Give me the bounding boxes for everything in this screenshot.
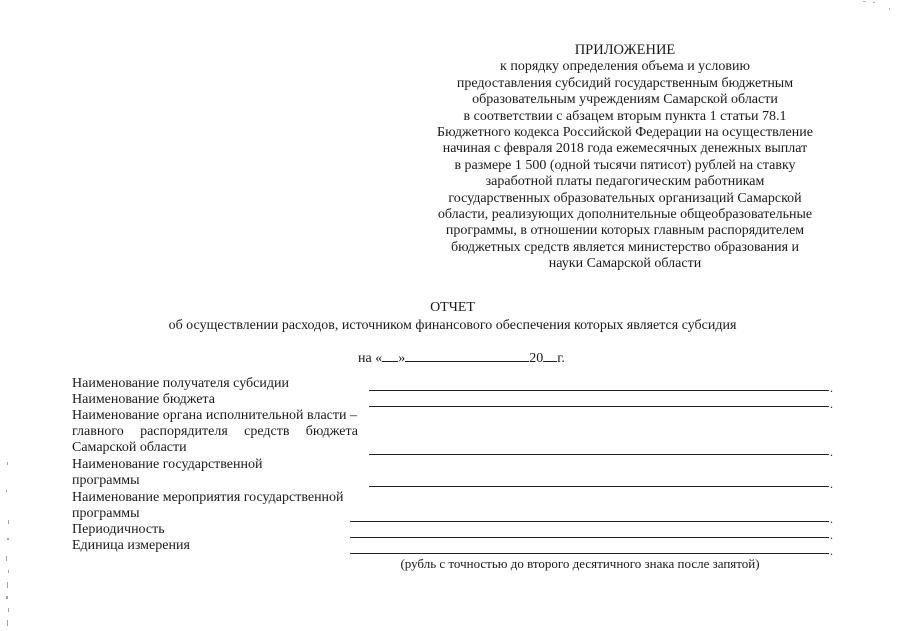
budget-field[interactable] xyxy=(369,406,829,407)
event-label-line2: программы xyxy=(72,506,140,521)
authority-label-line3: Самарской области xyxy=(72,440,187,455)
appendix-line: науки Самарской области xyxy=(548,256,702,272)
appendix-line: в размере 1 500 (одной тысячи пятисот) рублей на ставку xyxy=(454,157,796,173)
appendix-line: бюджетных средств является министерство образования и xyxy=(450,239,800,255)
authority-label-line1: Наименование органа исполнительной власти – xyxy=(72,408,358,423)
date-year-blank[interactable] xyxy=(543,348,557,362)
program-label-line1: Наименование государственной xyxy=(72,457,263,472)
authority-field[interactable] xyxy=(369,454,829,455)
program-field-dot: . xyxy=(830,477,833,491)
authority-field-dot: . xyxy=(830,445,833,459)
date-prefix: на « xyxy=(358,351,383,366)
recipient-label: Наименование получателя субсидии xyxy=(72,376,289,391)
periodicity-field[interactable] xyxy=(350,537,829,538)
unit-label: Единица измерения xyxy=(72,538,190,553)
scan-artifact-margin xyxy=(4,460,12,630)
recipient-field[interactable] xyxy=(369,390,829,391)
unit-field[interactable] xyxy=(350,553,829,554)
appendix-line: государственных образовательных организаций Самарской xyxy=(448,190,802,206)
periodicity-label: Периодичность xyxy=(72,522,165,537)
event-field[interactable] xyxy=(350,521,829,522)
date-day-blank[interactable] xyxy=(382,348,398,362)
report-date-line xyxy=(358,348,618,367)
periodicity-field-dot: . xyxy=(830,528,833,542)
budget-label: Наименование бюджета xyxy=(72,392,215,407)
program-label-line2: программы xyxy=(72,473,140,488)
appendix-line: начиная с февраля 2018 года ежемесячных денежных выплат xyxy=(442,141,808,157)
budget-field-dot: . xyxy=(830,397,833,411)
appendix-line: области, реализующих дополнительные общеобразовательные xyxy=(437,207,813,223)
program-field[interactable] xyxy=(369,486,829,487)
date-mid: » xyxy=(398,351,406,366)
date-suffix: г. xyxy=(557,351,565,366)
appendix-line: к порядку определения объема и условию xyxy=(500,59,750,75)
unit-field-dot: . xyxy=(830,544,833,558)
appendix-block xyxy=(405,42,845,273)
date-month-blank[interactable] xyxy=(405,348,529,362)
report-subtitle: об осуществлении расходов, источником финансового обеспечения которых является субсидия xyxy=(168,318,737,333)
recipient-field-dot: . xyxy=(830,381,833,395)
date-year-prefix: 20 xyxy=(529,351,544,366)
unit-footnote: (рубль с точностью до второго десятичного знака после запятой) xyxy=(400,556,760,571)
event-label-line1: Наименование мероприятия государственной xyxy=(72,490,344,505)
scan-artifact-corner xyxy=(859,0,899,14)
report-title: ОТЧЕТ xyxy=(430,300,475,315)
appendix-line: программы, в отношении которых главным распорядителем xyxy=(445,223,805,239)
authority-label-line2: главного распорядителя средств бюджета xyxy=(72,424,358,439)
appendix-line: образовательным учреждениям Самарской области xyxy=(472,92,778,108)
event-field-dot: . xyxy=(830,512,833,526)
appendix-line: Бюджетного кодекса Российской Федерации на осуществление xyxy=(437,125,813,141)
appendix-line: заработной платы педагогическим работникам xyxy=(485,174,765,190)
appendix-line: предоставления субсидий государственным бюджетным xyxy=(456,75,794,91)
appendix-line: в соответствии с абзацем вторым пункта 1 статьи 78.1 xyxy=(463,108,787,124)
appendix-title: ПРИЛОЖЕНИЕ xyxy=(574,42,676,58)
